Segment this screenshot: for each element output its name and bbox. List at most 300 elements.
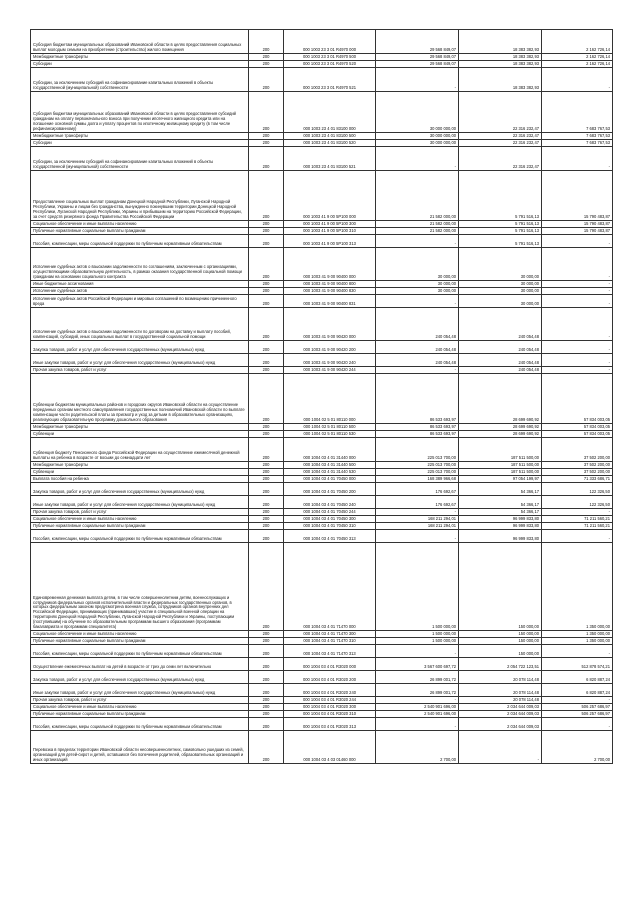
row-unexecuted-amount: 57 834 003,05 xyxy=(542,431,613,438)
row-name: Межбюджетные трансферты xyxy=(31,462,249,469)
row-executed-amount: 240 054,48 xyxy=(459,341,542,354)
row-code: 200 xyxy=(249,235,284,248)
row-approved-amount: 2 540 901 696,00 xyxy=(376,704,459,711)
row-executed-amount: 150 000,00 xyxy=(459,631,542,638)
row-kbk-code: 000 1004 03 4 01 31440 530 xyxy=(284,469,376,476)
row-executed-amount: 2 034 644 009,03 xyxy=(459,711,542,718)
table-row xyxy=(31,92,613,133)
row-kbk-code: 000 1003 41 9 00 90400 800 xyxy=(284,281,376,288)
row-kbk-code: 000 1004 03 4 01 70450 313 xyxy=(284,530,376,543)
row-executed-amount: 240 054,48 xyxy=(459,367,542,374)
row-unexecuted-amount: 506 257 686,97 xyxy=(542,704,613,711)
row-code: 200 xyxy=(249,704,284,711)
row-unexecuted-amount: 7 683 767,53 xyxy=(542,140,613,147)
row-code: 200 xyxy=(249,711,284,718)
row-executed-amount: 30 000,00 xyxy=(459,248,542,281)
table-row xyxy=(31,431,613,438)
row-executed-amount: 28 699 690,92 xyxy=(459,424,542,431)
row-executed-amount: 22 316 232,47 xyxy=(459,147,542,171)
row-executed-amount: - xyxy=(459,731,542,764)
row-code: 200 xyxy=(249,221,284,228)
row-executed-amount: 18 383 382,93 xyxy=(459,54,542,61)
row-unexecuted-amount: 1 350 000,00 xyxy=(542,638,613,645)
row-name: Межбюджетные трансферты xyxy=(31,424,249,431)
row-name: Выплата пособия на ребенка xyxy=(31,476,249,483)
row-approved-amount: 1 500 000,00 xyxy=(376,631,459,638)
row-executed-amount: 18 383 382,93 xyxy=(459,30,542,54)
row-name: Субсидия бюджетам муниципальных образований Ивановской области в целях предоставления субсидий гражданам на оплату первоначального взноса при получении ипотечного жилищного кредита или на погашение основной суммы долга и уплату процентов по ипотечному жилищному кредиту (в том числе рефинансированному) xyxy=(31,92,249,133)
row-executed-amount: 150 000,00 xyxy=(459,638,542,645)
row-name: Исполнение судебных актов xyxy=(31,288,249,295)
row-kbk-code: 000 1004 03 4 01 71470 313 xyxy=(284,645,376,658)
row-unexecuted-amount: 7 683 767,53 xyxy=(542,133,613,140)
row-name: Прочая закупка товаров, работ и услуг xyxy=(31,697,249,704)
row-unexecuted-amount: - xyxy=(542,341,613,354)
table-row xyxy=(31,496,613,509)
table-row xyxy=(31,54,613,61)
row-kbk-code: 000 1004 02 5 01 80110 000 xyxy=(284,374,376,424)
row-name: Пособия, компенсации, меры социальной поддержки по публичным нормативным обязательствам xyxy=(31,718,249,731)
row-approved-amount: 30 000 000,00 xyxy=(376,92,459,133)
row-name: Публичные нормативные социальные выплаты гражданам xyxy=(31,228,249,235)
row-name: Межбюджетные трансферты xyxy=(31,54,249,61)
row-kbk-code: 000 1003 23 4 01 83100 000 xyxy=(284,92,376,133)
row-code: 200 xyxy=(249,54,284,61)
row-kbk-code: 000 1004 03 4 01 R3020 313 xyxy=(284,718,376,731)
row-unexecuted-amount: - xyxy=(542,718,613,731)
row-name: Субвенции xyxy=(31,469,249,476)
table-row xyxy=(31,133,613,140)
row-approved-amount: - xyxy=(376,509,459,516)
row-kbk-code: 000 1004 03 4 01 70450 244 xyxy=(284,509,376,516)
row-unexecuted-amount: 71 211 560,21 xyxy=(542,516,613,523)
row-unexecuted-amount: - xyxy=(542,367,613,374)
row-kbk-code: 000 1003 23 4 01 83100 520 xyxy=(284,140,376,147)
row-approved-amount: - xyxy=(376,697,459,704)
table-row xyxy=(31,61,613,68)
row-code: 200 xyxy=(249,30,284,54)
table-row xyxy=(31,530,613,543)
row-approved-amount: 176 692,67 xyxy=(376,483,459,496)
table-row xyxy=(31,697,613,704)
row-executed-amount: 187 511 500,00 xyxy=(459,462,542,469)
row-approved-amount: - xyxy=(376,295,459,308)
row-approved-amount: 30 000,00 xyxy=(376,248,459,281)
table-row xyxy=(31,281,613,288)
row-kbk-code: 000 1004 03 4 01 70450 200 xyxy=(284,483,376,496)
row-unexecuted-amount: 1 350 000,00 xyxy=(542,631,613,638)
row-approved-amount: 21 582 000,00 xyxy=(376,228,459,235)
row-code: 200 xyxy=(249,288,284,295)
row-unexecuted-amount: - xyxy=(542,354,613,367)
table-row xyxy=(31,476,613,483)
row-name: Перевозка в пределах территории Ивановской области несовершеннолетних, самовольно ушедших из семей, организаций для детей-сирот и детей, оставшихся без попечения родителей, образовательных организаций и иных организаций xyxy=(31,731,249,764)
table-row xyxy=(31,671,613,684)
row-code: 200 xyxy=(249,543,284,631)
row-kbk-code: 000 1003 23 3 01 R4970 521 xyxy=(284,68,376,92)
row-unexecuted-amount: - xyxy=(542,295,613,308)
table-row xyxy=(31,516,613,523)
row-unexecuted-amount: 2 700,00 xyxy=(542,731,613,764)
row-name: Иные закупки товаров, работ и услуг для обеспечения государственных (муниципальных) нужд xyxy=(31,496,249,509)
row-approved-amount: 29 568 849,07 xyxy=(376,30,459,54)
row-name: Исполнение судебных актов о взыскании задолженности по договорам на доставку и выплату пособий, компенсаций, субсидий, иных социальных выплат в государственной социальной помощи xyxy=(31,308,249,341)
row-kbk-code: 000 1003 41 9 00 90400 830 xyxy=(284,288,376,295)
row-unexecuted-amount: 15 790 483,87 xyxy=(542,171,613,221)
row-code: 200 xyxy=(249,308,284,341)
row-unexecuted-amount: - xyxy=(542,645,613,658)
row-executed-amount: 22 316 232,47 xyxy=(459,92,542,133)
row-name: Социальное обеспечение и иные выплаты населению xyxy=(31,631,249,638)
row-executed-amount: 5 791 516,13 xyxy=(459,228,542,235)
row-unexecuted-amount: - xyxy=(542,530,613,543)
row-approved-amount: 225 013 700,00 xyxy=(376,469,459,476)
row-executed-amount: 22 316 232,47 xyxy=(459,140,542,147)
table-row xyxy=(31,341,613,354)
row-approved-amount: 176 692,67 xyxy=(376,496,459,509)
row-executed-amount: 28 699 690,92 xyxy=(459,431,542,438)
row-name: Прочая закупка товаров, работ и услуг xyxy=(31,367,249,374)
row-approved-amount: 21 582 000,00 xyxy=(376,221,459,228)
table-row xyxy=(31,731,613,764)
row-code: 200 xyxy=(249,374,284,424)
table-row xyxy=(31,140,613,147)
row-executed-amount: 5 791 516,13 xyxy=(459,171,542,221)
row-executed-amount: 2 034 644 009,03 xyxy=(459,718,542,731)
row-name: Осуществление ежемесячных выплат на детей в возрасте от трех до семи лет включительно xyxy=(31,658,249,671)
row-kbk-code: 000 1003 23 4 01 83100 500 xyxy=(284,133,376,140)
row-executed-amount: 187 511 500,00 xyxy=(459,469,542,476)
row-name: Субсидии xyxy=(31,140,249,147)
row-executed-amount: 150 000,00 xyxy=(459,645,542,658)
row-unexecuted-amount: 71 333 686,71 xyxy=(542,476,613,483)
row-code: 200 xyxy=(249,462,284,469)
table-row xyxy=(31,645,613,658)
row-kbk-code: 000 1004 03 4 01 70450 310 xyxy=(284,523,376,530)
row-approved-amount: 168 211 294,01 xyxy=(376,516,459,523)
row-name: Иные бюджетные ассигнования xyxy=(31,281,249,288)
table-row xyxy=(31,631,613,638)
row-approved-amount: 26 899 001,72 xyxy=(376,684,459,697)
row-code: 200 xyxy=(249,228,284,235)
row-executed-amount: 20 078 114,48 xyxy=(459,684,542,697)
row-executed-amount: 20 078 114,48 xyxy=(459,671,542,684)
row-kbk-code: 000 1004 03 4 01 R3020 310 xyxy=(284,711,376,718)
row-kbk-code: 000 1004 03 4 03 01460 000 xyxy=(284,731,376,764)
row-unexecuted-amount: 71 211 560,21 xyxy=(542,523,613,530)
row-unexecuted-amount: 15 790 483,87 xyxy=(542,221,613,228)
table-row xyxy=(31,523,613,530)
row-approved-amount: 225 013 700,00 xyxy=(376,438,459,462)
report-page xyxy=(30,29,612,764)
row-name: Закупка товаров, работ и услуг для обеспечения государственных (муниципальных) нужд xyxy=(31,341,249,354)
row-name: Субвенции xyxy=(31,431,249,438)
row-name: Единовременная денежная выплата детям, в том числе совершеннолетним детям, военнослужащих и сотрудников федеральных органов исполнительной власти и федеральных государственных органов, в которых федеральным законом предусмотрена военная служба, сотрудников органов внутренних дел Российской Федерации, принимающих (принимавших) участие в специальной военной операции на территориях Донецкой Народной Республики, Луганской Народной Республики и Украины, поступающим (поступившим) на обучение по образовательным программам высшего образования (программам бакалавриата и программам специалитета) xyxy=(31,543,249,631)
table-row xyxy=(31,374,613,424)
row-code: 200 xyxy=(249,516,284,523)
row-executed-amount: 96 999 833,80 xyxy=(459,530,542,543)
row-approved-amount: 2 540 901 696,00 xyxy=(376,711,459,718)
table-row xyxy=(31,483,613,496)
row-executed-amount: 150 000,00 xyxy=(459,543,542,631)
row-name: Субсидии xyxy=(31,61,249,68)
table-row xyxy=(31,147,613,171)
row-approved-amount: 26 899 001,72 xyxy=(376,671,459,684)
row-name: Пособия, компенсации, меры социальной поддержки по публичным нормативным обязательствам xyxy=(31,235,249,248)
row-approved-amount: 225 013 700,00 xyxy=(376,462,459,469)
row-name: Субсидии, за исключением субсидий на софинансирование капитальных вложений в объекты государственной (муниципальной) собственности xyxy=(31,147,249,171)
row-approved-amount: - xyxy=(376,68,459,92)
row-unexecuted-amount: - xyxy=(542,308,613,341)
row-unexecuted-amount: 2 162 726,14 xyxy=(542,61,613,68)
row-unexecuted-amount: 57 834 003,05 xyxy=(542,374,613,424)
row-approved-amount: 240 054,48 xyxy=(376,354,459,367)
row-code: 200 xyxy=(249,140,284,147)
row-unexecuted-amount: - xyxy=(542,68,613,92)
row-name: Иные закупки товаров, работ и услуг для обеспечения государственных (муниципальных) нужд xyxy=(31,684,249,697)
row-kbk-code: 000 1004 03 4 01 R3020 240 xyxy=(284,684,376,697)
row-approved-amount: 168 389 966,68 xyxy=(376,476,459,483)
row-unexecuted-amount: - xyxy=(542,697,613,704)
row-approved-amount: 29 568 849,07 xyxy=(376,54,459,61)
row-kbk-code: 000 1004 03 4 01 R3020 000 xyxy=(284,658,376,671)
row-unexecuted-amount: - xyxy=(542,147,613,171)
row-code: 200 xyxy=(249,61,284,68)
row-kbk-code: 000 1003 23 4 01 83100 521 xyxy=(284,147,376,171)
row-kbk-code: 000 1004 02 5 01 80110 530 xyxy=(284,431,376,438)
row-code: 200 xyxy=(249,367,284,374)
row-code: 200 xyxy=(249,658,284,671)
row-approved-amount: 168 211 294,01 xyxy=(376,523,459,530)
table-row xyxy=(31,288,613,295)
table-row xyxy=(31,509,613,516)
row-kbk-code: 000 1003 41 9 00 90420 244 xyxy=(284,367,376,374)
row-unexecuted-amount: 57 834 003,05 xyxy=(542,424,613,431)
row-kbk-code: 000 1004 02 5 01 80110 500 xyxy=(284,424,376,431)
row-code: 200 xyxy=(249,483,284,496)
row-unexecuted-amount: 512 878 574,21 xyxy=(542,658,613,671)
row-name: Закупка товаров, работ и услуг для обеспечения государственных (муниципальных) нужд xyxy=(31,483,249,496)
row-approved-amount: - xyxy=(376,235,459,248)
row-kbk-code: 000 1004 03 4 01 70450 300 xyxy=(284,516,376,523)
table-row xyxy=(31,462,613,469)
row-name: Предоставление социальных выплат гражданам Донецкой Народной Республики, Луганской Народной Республики, Украины и лицам без гражданства, вынужденно покинувшим территории Донецкой Народной Республики, Луганской Народной Республики, Украины и прибывшим на территорию Российской Федерации, за счет средств резервного фонда Правительства Российской Федерации xyxy=(31,171,249,221)
row-unexecuted-amount: 15 790 483,87 xyxy=(542,228,613,235)
row-approved-amount: - xyxy=(376,645,459,658)
row-name: Социальное обеспечение и иные выплаты населению xyxy=(31,221,249,228)
row-approved-amount: 21 582 000,00 xyxy=(376,171,459,221)
row-unexecuted-amount: - xyxy=(542,281,613,288)
row-kbk-code: 000 1004 03 4 01 71470 300 xyxy=(284,631,376,638)
row-approved-amount: 1 500 000,00 xyxy=(376,543,459,631)
row-name: Субсидии, за исключением субсидий на софинансирование капитальных вложений в объекты государственной (муниципальной) собственности xyxy=(31,68,249,92)
row-approved-amount: 240 054,48 xyxy=(376,341,459,354)
table-row xyxy=(31,658,613,671)
row-executed-amount: 18 383 382,93 xyxy=(459,61,542,68)
row-name: Иные закупки товаров, работ и услуг для обеспечения государственных (муниципальных) нужд xyxy=(31,354,249,367)
table-row xyxy=(31,704,613,711)
row-approved-amount: 2 700,00 xyxy=(376,731,459,764)
table-row xyxy=(31,228,613,235)
row-unexecuted-amount: - xyxy=(542,288,613,295)
table-row xyxy=(31,424,613,431)
row-name: Социальное обеспечение и иные выплаты населению xyxy=(31,704,249,711)
row-code: 200 xyxy=(249,645,284,658)
row-unexecuted-amount: 122 326,50 xyxy=(542,483,613,496)
row-code: 200 xyxy=(249,476,284,483)
row-unexecuted-amount: 37 502 200,00 xyxy=(542,438,613,462)
row-code: 200 xyxy=(249,718,284,731)
row-code: 200 xyxy=(249,354,284,367)
row-executed-amount: 20 078 114,48 xyxy=(459,697,542,704)
row-name: Публичные нормативные социальные выплаты гражданам xyxy=(31,638,249,645)
row-approved-amount: 30 000,00 xyxy=(376,281,459,288)
table-row xyxy=(31,68,613,92)
table-row xyxy=(31,30,613,54)
row-kbk-code: 000 1004 03 4 01 31440 000 xyxy=(284,438,376,462)
row-executed-amount: 96 999 833,80 xyxy=(459,516,542,523)
row-code: 200 xyxy=(249,147,284,171)
row-executed-amount: 5 791 516,13 xyxy=(459,235,542,248)
row-code: 200 xyxy=(249,684,284,697)
row-unexecuted-amount: 2 162 726,14 xyxy=(542,30,613,54)
row-code: 200 xyxy=(249,731,284,764)
row-unexecuted-amount: - xyxy=(542,509,613,516)
row-code: 200 xyxy=(249,496,284,509)
row-kbk-code: 000 1003 41 9 00 90420 240 xyxy=(284,354,376,367)
row-name: Исполнение судебных актов о взыскании задолженности по соглашениям, заключенным с организациями, осуществляющими образовательную деятельность, в рамках оказания государственной социальной помощи гражданам на основании социального контракта xyxy=(31,248,249,281)
row-code: 200 xyxy=(249,631,284,638)
row-executed-amount: 30 000,00 xyxy=(459,281,542,288)
row-kbk-code: 000 1003 41 9 00 5P100 313 xyxy=(284,235,376,248)
row-code: 200 xyxy=(249,638,284,645)
row-approved-amount: - xyxy=(376,530,459,543)
row-kbk-code: 000 1004 03 4 01 R3020 200 xyxy=(284,671,376,684)
row-name: Пособия, компенсации, меры социальной поддержки по публичным нормативным обязательствам xyxy=(31,645,249,658)
table-row xyxy=(31,543,613,631)
row-name: Исполнение судебных актов Российской Федерации и мировых соглашений по возмещению причиненного вреда xyxy=(31,295,249,308)
row-executed-amount: 2 054 722 123,51 xyxy=(459,658,542,671)
table-row xyxy=(31,235,613,248)
row-approved-amount: 3 567 600 697,72 xyxy=(376,658,459,671)
row-kbk-code: 000 1003 41 9 00 90400 831 xyxy=(284,295,376,308)
row-code: 200 xyxy=(249,671,284,684)
row-name: Субвенции бюджетам муниципальных районов и городских округов Ивановской области на осуществление переданных органам местного самоуправления государственных полномочий Ивановской области по выплате компенсации части родительской платы за присмотр и уход за детьми в образовательных организациях, реализующих образовательную программу дошкольного образования xyxy=(31,374,249,424)
row-code: 200 xyxy=(249,171,284,221)
row-name: Публичные нормативные социальные выплаты гражданам xyxy=(31,711,249,718)
row-executed-amount: 28 699 690,92 xyxy=(459,374,542,424)
row-unexecuted-amount: 1 350 000,00 xyxy=(542,543,613,631)
row-name: Прочая закупка товаров, работ и услуг xyxy=(31,509,249,516)
row-approved-amount: - xyxy=(376,147,459,171)
row-approved-amount: 1 500 000,00 xyxy=(376,638,459,645)
row-name: Субвенция бюджету Пенсионного фонда Российской Федерации на осуществление ежемесячной денежной выплаты на ребенка в возрасте от восьми до семнадцати лет xyxy=(31,438,249,462)
row-code: 200 xyxy=(249,530,284,543)
row-kbk-code: 000 1003 23 3 01 R4970 500 xyxy=(284,54,376,61)
row-code: 200 xyxy=(249,341,284,354)
row-code: 200 xyxy=(249,92,284,133)
table-row xyxy=(31,711,613,718)
row-kbk-code: 000 1003 41 9 00 90420 000 xyxy=(284,308,376,341)
row-unexecuted-amount: 6 820 887,24 xyxy=(542,684,613,697)
row-name: Межбюджетные трансферты xyxy=(31,133,249,140)
row-executed-amount: 54 366,17 xyxy=(459,509,542,516)
row-code: 200 xyxy=(249,424,284,431)
row-code: 200 xyxy=(249,68,284,92)
row-code: 200 xyxy=(249,431,284,438)
row-kbk-code: 000 1004 03 4 01 71470 000 xyxy=(284,543,376,631)
row-executed-amount: 97 054 199,97 xyxy=(459,476,542,483)
table-row xyxy=(31,354,613,367)
row-kbk-code: 000 1003 23 3 01 R4970 000 xyxy=(284,30,376,54)
row-unexecuted-amount: 7 683 767,53 xyxy=(542,92,613,133)
table-row xyxy=(31,718,613,731)
row-code: 200 xyxy=(249,281,284,288)
row-kbk-code: 000 1003 23 3 01 R4970 520 xyxy=(284,61,376,68)
row-name: Публичные нормативные социальные выплаты гражданам xyxy=(31,523,249,530)
row-kbk-code: 000 1003 41 9 00 5P100 000 xyxy=(284,171,376,221)
row-kbk-code: 000 1003 41 9 00 90400 000 xyxy=(284,248,376,281)
row-code: 200 xyxy=(249,697,284,704)
row-approved-amount: 86 533 693,97 xyxy=(376,424,459,431)
row-unexecuted-amount: 37 502 200,00 xyxy=(542,462,613,469)
row-name: Субсидия бюджетам муниципальных образований Ивановской области в целях предоставления социальных выплат молодым семьям на приобретение (строительство) жилого помещения xyxy=(31,30,249,54)
row-kbk-code: 000 1004 03 4 01 31440 500 xyxy=(284,462,376,469)
row-kbk-code: 000 1004 03 4 01 R3020 300 xyxy=(284,704,376,711)
row-approved-amount: 86 533 693,97 xyxy=(376,374,459,424)
row-approved-amount: 30 000 000,00 xyxy=(376,140,459,147)
row-kbk-code: 000 1004 03 4 01 70450 000 xyxy=(284,476,376,483)
row-kbk-code: 000 1003 41 9 00 5P100 310 xyxy=(284,228,376,235)
row-kbk-code: 000 1003 41 9 00 5P100 300 xyxy=(284,221,376,228)
row-approved-amount: 240 054,48 xyxy=(376,308,459,341)
table-row xyxy=(31,367,613,374)
table-row xyxy=(31,308,613,341)
row-executed-amount: 30 000,00 xyxy=(459,295,542,308)
row-approved-amount: - xyxy=(376,718,459,731)
row-executed-amount: 5 791 516,13 xyxy=(459,221,542,228)
table-row xyxy=(31,469,613,476)
table-row xyxy=(31,171,613,221)
table-body xyxy=(31,30,613,764)
row-executed-amount: 18 383 382,93 xyxy=(459,68,542,92)
budget-execution-table xyxy=(30,29,613,764)
row-code: 200 xyxy=(249,295,284,308)
row-unexecuted-amount: 37 502 200,00 xyxy=(542,469,613,476)
row-executed-amount: 30 000,00 xyxy=(459,288,542,295)
row-unexecuted-amount: 506 257 686,97 xyxy=(542,711,613,718)
row-executed-amount: 240 054,48 xyxy=(459,354,542,367)
row-code: 200 xyxy=(249,438,284,462)
row-name: Пособия, компенсации, меры социальной поддержки по публичным нормативным обязательствам xyxy=(31,530,249,543)
row-approved-amount: 29 568 849,07 xyxy=(376,61,459,68)
row-executed-amount: 96 999 833,80 xyxy=(459,523,542,530)
row-executed-amount: 240 054,48 xyxy=(459,308,542,341)
table-row xyxy=(31,248,613,281)
row-code: 200 xyxy=(249,133,284,140)
row-unexecuted-amount: - xyxy=(542,235,613,248)
table-row xyxy=(31,684,613,697)
row-executed-amount: 54 366,17 xyxy=(459,496,542,509)
row-code: 200 xyxy=(249,248,284,281)
row-kbk-code: 000 1004 03 4 01 R3020 244 xyxy=(284,697,376,704)
row-approved-amount: 86 533 693,97 xyxy=(376,431,459,438)
table-row xyxy=(31,295,613,308)
row-code: 200 xyxy=(249,469,284,476)
row-executed-amount: 54 366,17 xyxy=(459,483,542,496)
row-executed-amount: 22 316 232,47 xyxy=(459,133,542,140)
row-unexecuted-amount: 2 162 726,14 xyxy=(542,54,613,61)
